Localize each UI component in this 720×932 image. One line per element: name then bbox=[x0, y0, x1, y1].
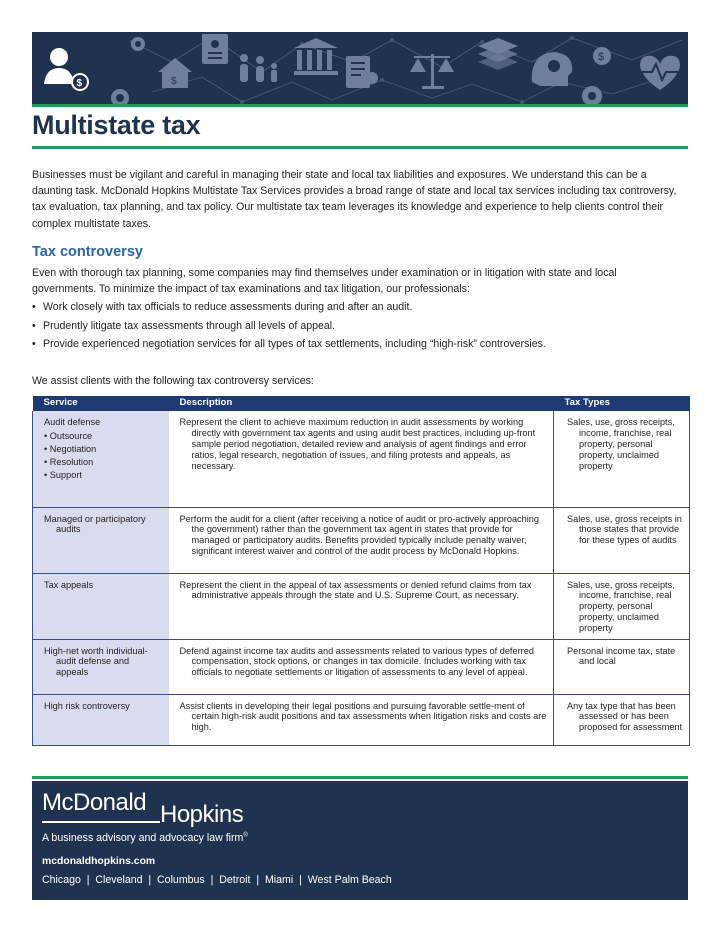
logo-mcdonald: McDonald bbox=[42, 789, 147, 816]
table-row bbox=[33, 507, 690, 573]
table-header-row bbox=[33, 396, 690, 411]
tax-types-text: Sales, use, gross receipts, income, franchise, real property, personal property, unclaimed property bbox=[567, 417, 675, 471]
description-text: Represent the client to achieve maximum reduction in audit assessments by working directly with government tax agents and using audit best practices, including up-front sample period negotiation, detailed review and analysis of agent findings and error ratios, legal research, negotiation of issues, and filing protests and appeals, as necessary. bbox=[179, 417, 536, 471]
service-sub-items bbox=[44, 430, 163, 482]
service-cell bbox=[33, 411, 169, 507]
service-cell bbox=[33, 694, 169, 745]
dollar-circle-icon bbox=[593, 47, 611, 65]
tax-types-cell bbox=[554, 639, 690, 694]
section-heading-tax-controversy: Tax controversy bbox=[32, 244, 143, 260]
office-locations: Chicago | Cleveland | Columbus | Detroit | Miami | West Palm Beach bbox=[42, 874, 392, 886]
list-item bbox=[32, 298, 682, 317]
title-green-rule bbox=[32, 146, 688, 149]
description-cell bbox=[169, 507, 554, 573]
table-row bbox=[33, 639, 690, 694]
heart-pulse-icon bbox=[640, 56, 680, 90]
bullet-glyph: • bbox=[32, 301, 36, 313]
list-item-text: Work closely with tax officials to reduce assessments during and after an audit. bbox=[43, 301, 413, 313]
description-cell bbox=[169, 694, 554, 745]
description-text: Perform the audit for a client (after receiving a notice of audit or pro-actively approaching the government) rather than the government tax agent in states that provide for managed or participatory audits. Benefits provided typically include penalty waiver, significant interest waiver and control of the audit process by McDonald Hopkins. bbox=[179, 513, 540, 557]
list-item-text: Prudently litigate tax assessments through all levels of appeal. bbox=[43, 319, 336, 332]
tax-types-text: Sales, use, gross receipts, income, franchise, real property, personal property, unclaimed property bbox=[567, 579, 675, 634]
sub-item: • Support bbox=[44, 469, 82, 480]
intro-paragraph: Businesses must be vigilant and careful in managing their state and local tax liabilities and exposures. We understand this can be a daunting task. McDonald Hopkins Multistate Tax Services provides a broad range of state and local tax services including tax controversy, tax evaluation, tax planning, and tax policy. Our multistate tax team leverages its knowledge and experience to help clients control their complex multistate taxes. bbox=[32, 169, 677, 230]
website-link[interactable]: mcdonaldhopkins.com bbox=[42, 856, 156, 867]
sub-item: • Negotiation bbox=[44, 443, 97, 454]
table-row bbox=[33, 573, 690, 639]
logo-hopkins: Hopkins bbox=[160, 801, 244, 828]
column-header-description: Description bbox=[169, 396, 554, 411]
tagline-text: A business advisory and advocacy law firm bbox=[42, 832, 244, 844]
family-icon bbox=[240, 54, 277, 82]
page-title: Multistate tax bbox=[32, 110, 201, 140]
id-card-icon bbox=[202, 34, 228, 64]
tax-types-text: Sales, use, gross receipts in those states that provide for these types of audits bbox=[567, 513, 682, 546]
column-header-tax-types: Tax Types bbox=[554, 396, 690, 411]
tax-types-cell bbox=[554, 573, 690, 639]
professionals-list bbox=[32, 298, 682, 354]
svg-text:$: $ bbox=[76, 78, 83, 89]
service-cell bbox=[33, 507, 169, 573]
service-cell bbox=[33, 639, 169, 694]
description-text: Defend against income tax audits and assessments related to various types of deferred compensation, stock options, or changes in tax domicile. Includes working with tax officials to negotiate settlements or litigation of assessments to any level of appeal. bbox=[179, 645, 534, 678]
list-item-text: Provide experienced negotiation services for all types of tax settlements, including “high-risk” controversies. bbox=[43, 338, 546, 350]
banner-green-rule bbox=[32, 104, 688, 107]
footer bbox=[32, 781, 688, 900]
banner-graphic bbox=[32, 32, 688, 106]
header-banner bbox=[32, 32, 688, 106]
list-item bbox=[32, 317, 682, 336]
document-icon bbox=[346, 56, 378, 88]
tax-types-text: Any tax type that has been assessed or has been proposed for assessment bbox=[567, 700, 683, 733]
scales-icon bbox=[410, 54, 454, 89]
tax-types-cell bbox=[554, 507, 690, 573]
table-row bbox=[33, 411, 690, 507]
service-name: Tax appeals bbox=[44, 579, 94, 590]
service-cell bbox=[33, 573, 169, 639]
list-item bbox=[32, 335, 682, 354]
service-name: High-net worth individual-audit defense and appeals bbox=[44, 645, 148, 678]
registered-mark: ® bbox=[243, 832, 248, 839]
bullet-glyph: • bbox=[32, 319, 36, 332]
bullet-glyph: • bbox=[32, 338, 36, 350]
service-name: Managed or participatory audits bbox=[44, 513, 146, 535]
services-intro: We assist clients with the following tax controversy services: bbox=[32, 375, 314, 387]
tax-types-cell bbox=[554, 694, 690, 745]
description-text: Assist clients in developing their legal positions and pursuing favorable settle-ment of certain high-risk audit positions and tax assessments when litigation risks and costs are high. bbox=[179, 700, 547, 733]
sub-item: • Outsource bbox=[44, 430, 93, 441]
tax-types-cell bbox=[554, 411, 690, 507]
description-cell bbox=[169, 411, 554, 507]
table-row bbox=[33, 694, 690, 745]
footer-green-rule bbox=[32, 776, 688, 779]
services-table bbox=[32, 396, 690, 746]
gears-icon bbox=[111, 37, 145, 106]
service-name: High risk controversy bbox=[44, 700, 130, 711]
sub-item: • Resolution bbox=[44, 456, 94, 467]
description-text: Represent the client in the appeal of tax assessments or denied refund claims from tax administrative appeals through the state and U.S. Supreme Court, as necessary. bbox=[179, 579, 532, 601]
logo-rule bbox=[42, 821, 160, 823]
person-dollar-icon bbox=[44, 48, 88, 90]
house-dollar-icon bbox=[158, 58, 192, 88]
service-name: Audit defense bbox=[44, 417, 101, 427]
description-cell bbox=[169, 639, 554, 694]
tagline bbox=[42, 832, 248, 844]
svg-text:$: $ bbox=[598, 51, 605, 63]
tax-controversy-paragraph: Even with thorough tax planning, some companies may find themselves under examination or in litigation with state and local governments. To minimize the impact of tax examinations and tax litigation, our professionals: bbox=[32, 267, 617, 295]
gear-head-icon bbox=[532, 52, 572, 86]
svg-text:$: $ bbox=[171, 76, 177, 87]
gears-icon bbox=[582, 86, 602, 106]
description-cell bbox=[169, 573, 554, 639]
tax-types-text: Personal income tax, state and local bbox=[567, 645, 676, 667]
column-header-service: Service bbox=[33, 396, 169, 411]
